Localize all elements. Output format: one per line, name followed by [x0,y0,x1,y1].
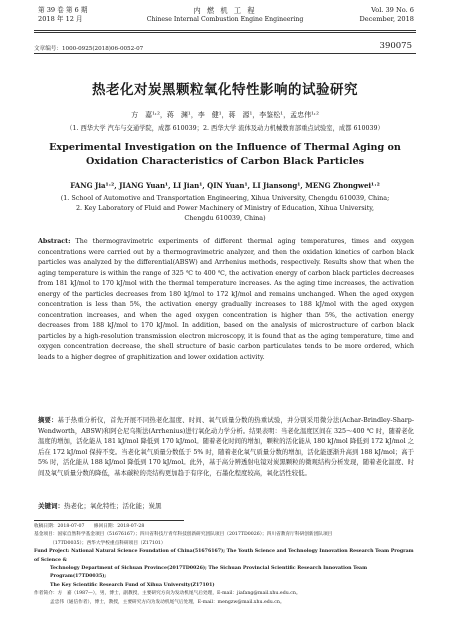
abstract-en [38,237,414,364]
abstract-en-text: The thermogravimetric experiments of different thermal aging temperatures, times and oxygen concentrations were carried out by a thermogravimetric analyzer, and then the oxidation kinetics of carbon black particles was analyzed by the differential(ABSW) and Arrhenius methods, respectively. Results show that when the aging temperature is within the range of 325 ℃ to 400 ℃, the activation energy of carbon black particles decreases from 181 kJ/mol to 170 kJ/mol with the thermal temperature increases. As the aging time increases, the activation energy of the particles decreases from 180 kJ/mol to 172 kJ/mol and remains unchanged. When the aged oxygen concentration is less than 5%, the activation energy gradually increases to 188 kJ/mol with the aged oxygen concentration increases, and when the aged oxygen concentration is higher than 5%, the activation energy decreases from 188 kJ/mol to 170 kJ/mol. In addition, based on the analysis of microstructure of carbon black particles by a high-resolution transmission electron microscopy, it is found that as the aging temperature, time and oxygen concentration decrease, the shell structure of basic carbon particulates tends to be more ordered, which leads to a higher degree of graphitization and lower oxidation activity. [38,238,414,362]
volume-cn: 第 39 卷 第 6 期 [38,6,88,14]
title-en-line2: Oxidation Characteristics of Carbon Black Particles [86,155,364,167]
abstract-cn-label: 摘要： [38,417,58,424]
journal-name-cn: 内 燃 机 工 程 [193,6,257,15]
abstract-en-label: Abstract: [38,238,71,245]
author-bio-2: 孟忠伟（通信作者），博士，教授，主要研究方向为发动机尾气后处理，E-mail：mengzw@mail.xhu.edu.cn。 [50,599,285,605]
fund-cn-1: 基金项目：国家自然科学基金项目（51676167）；四川省科技厅青年科技创新研究团队项目（2017TD0026）；四川省教育厅科研创新团队项目 [34,532,333,538]
fund-en-1: Fund Project: National Natural Science Foundation of China(51676167); The Youth Science and Technology Innovation Research Team Program of Science & [34,549,414,563]
meta-rule [34,53,416,54]
footnote-rule [34,520,184,521]
author-bio-1: 作者简介：方 嘉（1987—），男，博士，副教授，主要研究方向为发动机尾气后处理，E-mail：jiafang@mail.xhu.edu.cn。 [34,591,301,597]
journal-header [0,0,450,40]
affiliation-en-3: Chengdu 610039, China) [184,214,266,222]
volume-en: Vol. 39 No. 6 [371,6,414,14]
fund-en-2: Technology Department of Sichuan Province(2017TD0026); The Sichuan Provincial Scientific Research Innovation Team Program(17TD0035); [50,566,368,580]
article-code: 390075 [379,41,412,51]
footnotes [34,523,418,607]
abstract-cn-text: 基于热重分析仪，首先开展不同热老化温度、时间、氧气质量分数的热重试验，并分别采用微分法(Achar-Brindley-Sharp-Wendworth，ABSW)和阿仑尼乌斯法(Arrhenius)进行氧化动力学分析。结果表明：当老化温度区间在 325～400 ℃ 时，随着老化温度的增加，活化能从 181 kJ/mol 降低到 170 kJ/mol。随着老化时间的增加，颗粒的活化能从 180 kJ/mol 降低到 172 kJ/mol 之后在 172 kJ/mol 保持不变。当老化氧气质量分数低于 5% 时，随着老化氧气质量分数的增加，活化能逐渐升高到 188 kJ/mol；高于 5% 时，活化能从 188 kJ/mol 降低到 170 kJ/mol。此外，基于高分辨透射电镜对炭黑颗粒的微观结构分析发现，随着老化温度、时间及氧气质量分数的降低，基本碳粒的壳结构更加趋于有序化，石墨化程度较高，氧化活性较低。 [38,417,414,477]
article-meta: 文章编号：1000-0925(2018)06-0052-07 [34,46,144,52]
affiliations-cn: （1. 西华大学 汽车与交通学院，成都 610039；2. 西华大学 流体及动力机械教育部重点试验室，成都 610039） [66,125,384,132]
header-rule-second [34,32,416,33]
keywords-cn [38,501,414,510]
authors-en: FANG Jia¹˒², JIANG Yuan¹, LI Jian¹, QIN Yuan¹, LI Jiansong¹, MENG Zhongwei¹˒² [70,181,380,190]
keywords-cn-label: 关键词： [38,502,64,510]
title-en-line1: Experimental Investigation on the Influence of Thermal Aging on [49,142,401,153]
header-right [359,6,414,24]
affiliation-en-1: (1. School of Automotive and Transportation Engineering, Xihua University, Chengdu 610039, China; [60,194,390,202]
journal-name-en: Chinese Internal Combustion Engine Engineering [146,16,304,23]
affiliations-en [0,193,450,223]
title-en [0,141,450,168]
date-en: December, 2018 [359,15,414,23]
abstract-cn [38,416,414,479]
fund-en-3: The Key Scientific Research Fund of Xihua University(Z17101) [50,582,215,588]
keywords-cn-text: 热老化；氧化特性；活化能；炭黑 [64,502,162,510]
fund-cn-2: （17TD0035）；西华大学校重点科研项目（Z17101） [50,540,166,546]
date-cn: 2018 年 12 月 [38,15,83,23]
affiliation-en-2: 2. Key Laboratory of Fluid and Power Machinery of Ministry of Education, Xihua University, [75,204,375,212]
authors-cn: 方 嘉¹˒²，蒋 渊¹，李 健¹，蒋 源¹，李鉴松¹，孟忠伟¹˒² [131,111,319,119]
title-cn: 热老化对炭黑颗粒氧化特性影响的试验研究 [92,82,358,98]
received-date: 收稿日期：2018-07-07 修回日期：2018-07-28 [34,524,145,529]
